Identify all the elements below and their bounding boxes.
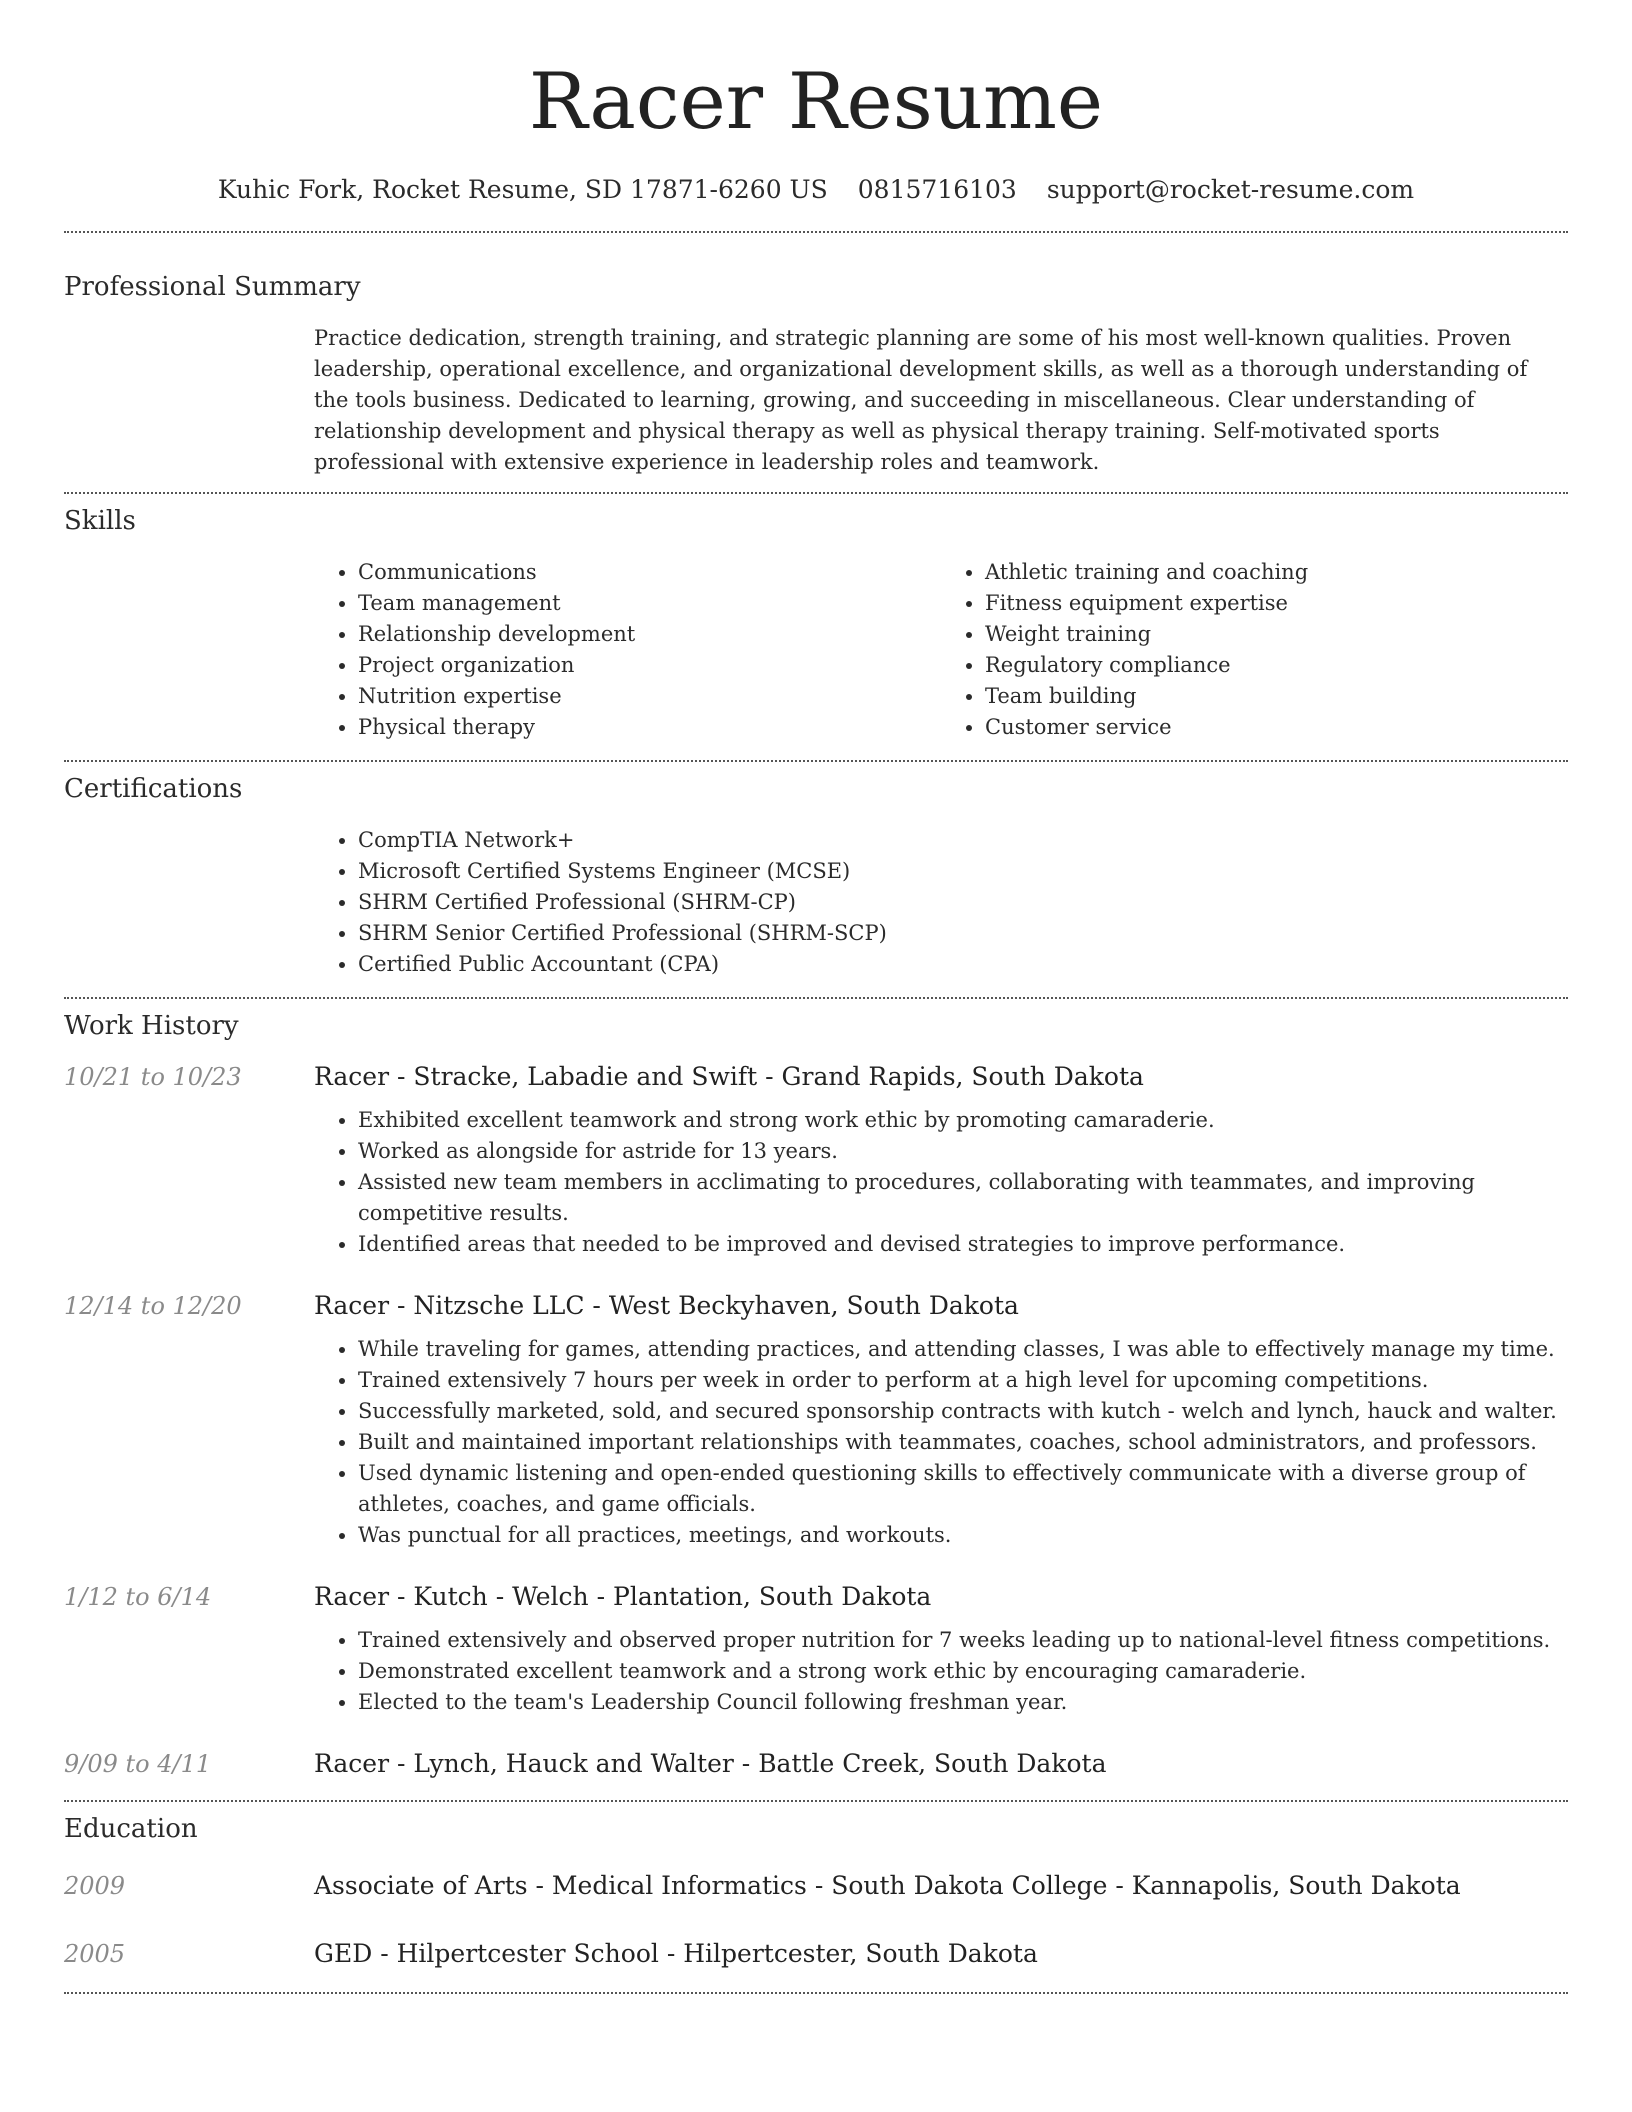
job-bullet: • Worked as alongside for astride for 13 years. xyxy=(358,1136,1568,1167)
job-bullet: • Assisted new team members in acclimating to procedures, collaborating with teammates, and improving competitive results. xyxy=(358,1167,1568,1229)
job-bullets xyxy=(314,1625,1568,1718)
divider xyxy=(64,760,1568,762)
job-bullet: • Trained extensively 7 hours per week in order to perform at a high level for upcoming competitions. xyxy=(358,1365,1568,1396)
work-history-title: Work History xyxy=(64,1011,239,1041)
job-title: Racer - Nitzsche LLC - West Beckyhaven, South Dakota xyxy=(314,1291,1019,1320)
job-bullets xyxy=(314,1334,1568,1551)
resume-name: Racer Resume xyxy=(528,57,1104,147)
skill-item: • Regulatory compliance xyxy=(985,650,1568,681)
education-entry xyxy=(64,1868,1568,1904)
summary-title: Professional Summary xyxy=(64,272,361,302)
summary-text: Practice dedication, strength training, and strategic planning are some of his most well-known qualities. Proven leadership, operational excellence, and organizational development skills, as well as a thorough understanding of the tools business. Dedicated to learning, growing, and succeeding in miscellaneous. Clear understanding of relationship development and physical therapy as well as physical therapy training. Self-motivated sports professional with extensive experience in leadership roles and teamwork. xyxy=(314,326,1528,474)
certifications-section xyxy=(64,772,1568,980)
job-bullet: • Exhibited excellent teamwork and strong work ethic by promoting camaraderie. xyxy=(358,1105,1568,1136)
job-entry xyxy=(64,1579,1568,1718)
certification-item: • CompTIA Network+ xyxy=(358,825,1568,856)
skill-item: • Project organization xyxy=(358,650,941,681)
education-date: 2005 xyxy=(64,1940,126,1968)
certification-item: • Certified Public Accountant (CPA) xyxy=(358,949,1568,980)
education-entry xyxy=(64,1936,1568,1972)
contact-phone: 0815716103 xyxy=(857,175,1017,204)
contact-address: Kuhic Fork, Rocket Resume, SD 17871-6260 US xyxy=(217,175,828,204)
job-bullets xyxy=(314,1105,1568,1260)
job-title: Racer - Kutch - Welch - Plantation, South Dakota xyxy=(314,1582,932,1611)
certification-item: • SHRM Certified Professional (SHRM-CP) xyxy=(358,887,1568,918)
job-title: Racer - Lynch, Hauck and Walter - Battle Creek, South Dakota xyxy=(314,1749,1107,1778)
skill-item: • Nutrition expertise xyxy=(358,681,941,712)
divider xyxy=(64,997,1568,999)
skills-column-left xyxy=(314,557,941,743)
contact-line xyxy=(64,170,1568,210)
education-title-text: GED - Hilpertcester School - Hilpertcester, South Dakota xyxy=(314,1939,1038,1968)
skill-item: • Weight training xyxy=(985,619,1568,650)
skill-item: • Communications xyxy=(358,557,941,588)
contact-email: support@rocket-resume.com xyxy=(1046,175,1415,204)
skills-column-right xyxy=(941,557,1568,743)
divider xyxy=(64,1800,1568,1802)
job-date: 1/12 to 6/14 xyxy=(64,1583,212,1611)
work-history-section xyxy=(64,1009,1568,1782)
skill-item: • Athletic training and coaching xyxy=(985,557,1568,588)
divider xyxy=(64,1992,1568,1994)
skill-item: • Relationship development xyxy=(358,619,941,650)
certifications-title: Certifications xyxy=(64,774,243,804)
job-bullet: • Built and maintained important relationships with teammates, coaches, school administrators, and professors. xyxy=(358,1427,1568,1458)
job-bullet: • While traveling for games, attending practices, and attending classes, I was able to effectively manage my time. xyxy=(358,1334,1568,1365)
job-bullet: • Demonstrated excellent teamwork and a strong work ethic by encouraging camaraderie. xyxy=(358,1656,1568,1687)
certification-item: • Microsoft Certified Systems Engineer (MCSE) xyxy=(358,856,1568,887)
skills-list xyxy=(314,557,1568,743)
job-bullet: • Was punctual for all practices, meetings, and workouts. xyxy=(358,1520,1568,1551)
summary-section xyxy=(64,270,1568,478)
skill-item: • Team building xyxy=(985,681,1568,712)
education-date: 2009 xyxy=(64,1872,126,1900)
education-title: Education xyxy=(64,1814,198,1844)
skill-item: • Fitness equipment expertise xyxy=(985,588,1568,619)
divider xyxy=(64,231,1568,233)
job-entry xyxy=(64,1059,1568,1260)
education-section xyxy=(64,1812,1568,1972)
job-entry xyxy=(64,1288,1568,1551)
education-title-text: Associate of Arts - Medical Informatics - South Dakota College - Kannapolis, South Dakota xyxy=(314,1871,1461,1900)
skill-item: • Physical therapy xyxy=(358,712,941,743)
skill-item: • Team management xyxy=(358,588,941,619)
skill-item: • Customer service xyxy=(985,712,1568,743)
job-date: 10/21 to 10/23 xyxy=(64,1063,242,1091)
certifications-list xyxy=(314,825,1568,980)
divider xyxy=(64,492,1568,494)
job-bullet: • Used dynamic listening and open-ended questioning skills to effectively communicate with a diverse group of athletes, coaches, and game officials. xyxy=(358,1458,1568,1520)
job-entry xyxy=(64,1746,1568,1782)
job-bullet: • Elected to the team's Leadership Council following freshman year. xyxy=(358,1687,1568,1718)
job-bullet: • Trained extensively and observed proper nutrition for 7 weeks leading up to national-level fitness competitions. xyxy=(358,1625,1568,1656)
job-bullet: • Successfully marketed, sold, and secured sponsorship contracts with kutch - welch and lynch, hauck and walter. xyxy=(358,1396,1568,1427)
job-date: 9/09 to 4/11 xyxy=(64,1750,212,1778)
skills-section xyxy=(64,504,1568,743)
certification-item: • SHRM Senior Certified Professional (SHRM-SCP) xyxy=(358,918,1568,949)
job-date: 12/14 to 12/20 xyxy=(64,1292,242,1320)
skills-title: Skills xyxy=(64,506,136,536)
job-bullet: • Identified areas that needed to be improved and devised strategies to improve performance. xyxy=(358,1229,1568,1260)
job-title: Racer - Stracke, Labadie and Swift - Grand Rapids, South Dakota xyxy=(314,1062,1144,1091)
